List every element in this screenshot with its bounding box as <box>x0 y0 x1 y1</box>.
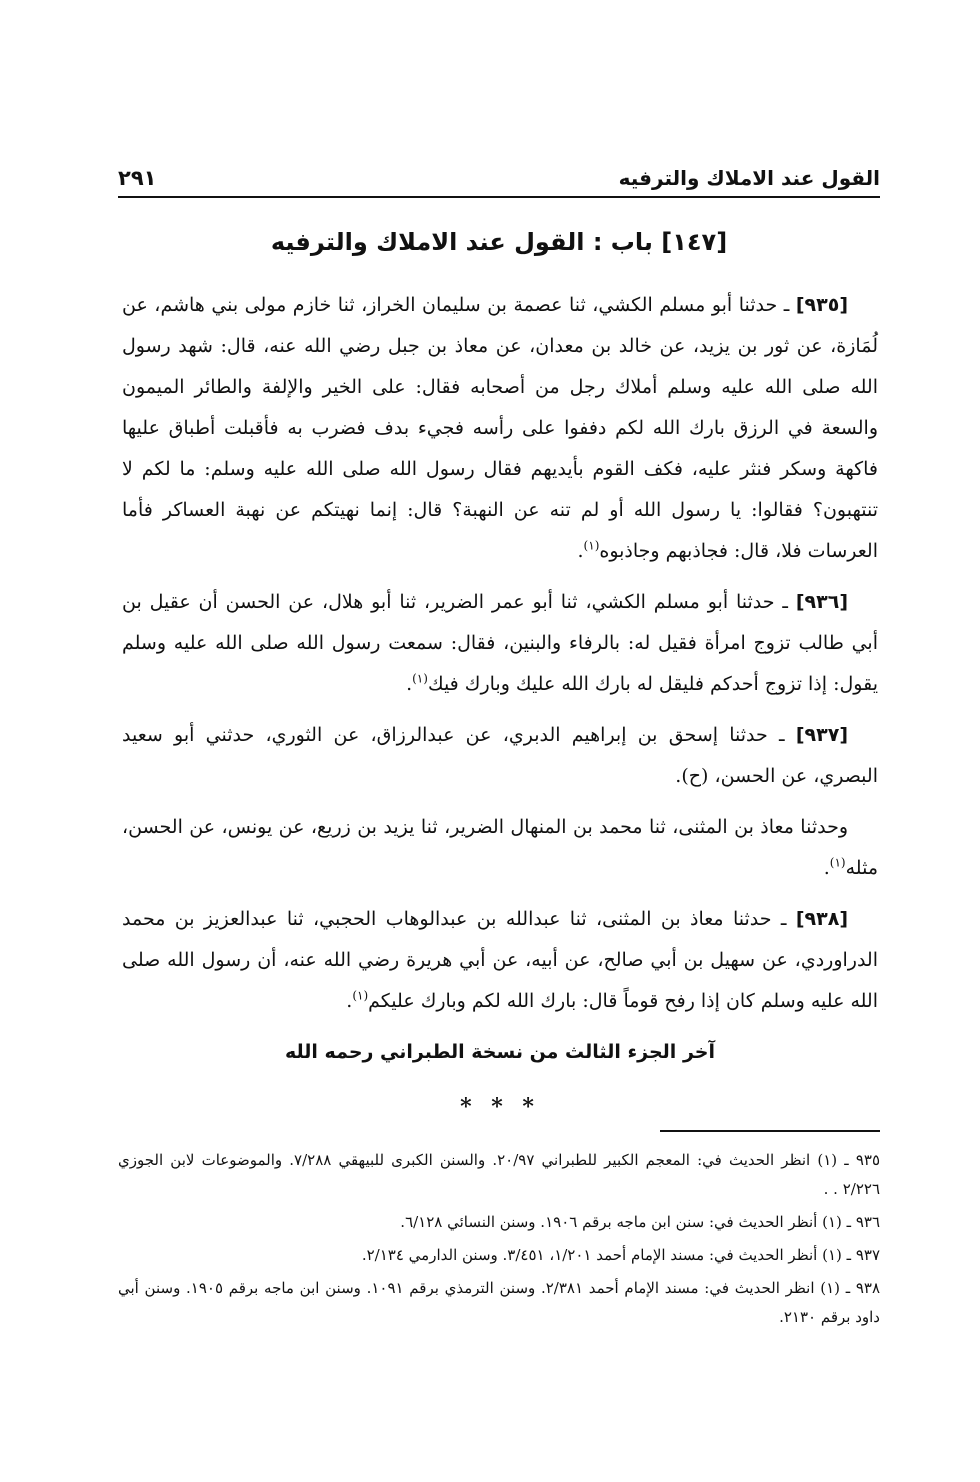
footnote-935: ٩٣٥ ـ (١) انظر الحديث في: المعجم الكبير للطبراني ٢٠/٩٧. والسنن الكبرى للبيهقي ٧/٢٨٨. والموضوعات لابن الجوزي ٢/٢٢٦ . . <box>118 1151 880 1198</box>
hadith-number: [٩٣٨] <box>795 908 848 930</box>
footnote-ref: (١) <box>412 671 428 686</box>
section-separator: * * * <box>460 1094 540 1120</box>
hadith-text: ـ حدثنا أبو مسلم الكشي، ثنا عصمة بن سليمان الخراز، ثنا خازم مولى بني هاشم، عن لُمَازة، عن ثور بن يزيد، عن خالد بن معدان، عن معاذ بن جبل رضي الله عنه، قال: شهد رسول الله صلى الله عليه وسلم أملاك رجل من أصحابه فقال: على الخير والإلفة والطائر الميمون والسعة في الرزق بارك الله لكم دففوا على رأسه فجيء بدف فضرب به فأقبلت أطباق عليها فاكهة وسكر فنثر عليه، فكف القوم بأيديهم فقال رسول الله صلى الله عليه وسلم: ما لكم لا تنتهبون؟ فقالوا: يا رسول الله أو لم تنه عن النهبة؟ قال: إنما نهيتكم عن نهبة العساكر فأما العرسات فلا، قال: فجاذبهم وجاذبوه <box>122 294 878 562</box>
hadith-text: وحدثنا معاذ بن المثنى، ثنا محمد بن المنهال الضرير، ثنا يزيد بن زريع، عن يونس، عن الحسن، مثله <box>122 816 878 879</box>
hadith-number: [٩٣٦] <box>795 591 848 613</box>
hadith-936 <box>122 582 878 705</box>
page-number: ٢٩١ <box>118 166 157 190</box>
hadith-end: . <box>577 540 584 562</box>
hadith-935 <box>122 285 878 572</box>
footnote-937: ٩٣٧ ـ (١) أنظر الحديث في: مسند الإمام أحمد ١/٢٠١، ٣/٤٥١. وسنن الدارمي ٢/١٣٤. <box>361 1246 880 1264</box>
hadith-text: ـ حدثنا أبو مسلم الكشي، ثنا أبو عمر الضرير، ثنا أبو هلال، عن الحسن أن عقيل بن أبي طالب تزوج امرأة فقيل له: بالرفاء والبنين، فقال: سمعت رسول الله صلى الله عليه وسلم يقول: إذا تزوج أحدكم فليقل له بارك الله عليك وبارك فيك <box>122 591 878 695</box>
chapter-heading: [١٤٧] باب : القول عند الاملاك والترفيه <box>270 228 728 256</box>
running-header <box>118 150 880 198</box>
hadith-938 <box>122 899 878 1022</box>
running-title: القول عند الاملاك والترفيه <box>618 166 880 190</box>
footnote-divider <box>660 1130 880 1132</box>
hadith-937-second-chain <box>122 807 878 889</box>
hadith-text: ـ حدثنا معاذ بن المثنى، ثنا عبدالله بن عبدالوهاب الحجبي، ثنا عبدالعزيز بن محمد الدراوردي، عن سهيل بن أبي صالح، عن أبيه، عن أبي هريرة رضي الله عنه، أن رسول الله صلى الله عليه وسلم كان إذا رفح قوماً قال: بارك الله لكم وبارك عليكم <box>122 908 878 1012</box>
hadith-937 <box>122 715 878 797</box>
footnotes <box>118 1146 880 1336</box>
hadith-number: [٩٣٥] <box>795 294 849 316</box>
hadith-number: [٩٣٧] <box>795 724 848 746</box>
hadith-end: . <box>346 990 353 1012</box>
footnote-ref: (١) <box>829 855 846 870</box>
footnote-ref: (١) <box>583 538 600 553</box>
footnote-936: ٩٣٦ ـ (١) أنظر الحديث في: سنن ابن ماجه برقم ١٩٠٦. وسنن النسائي ٦/١٢٨. <box>400 1213 880 1231</box>
footnote-938: ٩٣٨ ـ (١) انظر الحديث في: مسند الإمام أحمد ٢/٣٨١. وسنن الترمذي برقم ١٠٩١. وسنن ابن ماجه برقم ١٩٠٥. وسنن أبي داود برقم ٢١٣٠. <box>118 1279 880 1326</box>
hadith-end: . <box>406 673 413 695</box>
main-text <box>122 285 878 1128</box>
hadith-end: . <box>823 857 830 879</box>
hadith-text: ـ حدثنا إسحق بن إبراهيم الدبري، عن عبدالرزاق، عن الثوري، حدثني أبو سعيد البصري، عن الحسن، (ح). <box>122 724 878 787</box>
colophon: آخر الجزء الثالث من نسخة الطبراني رحمه الله <box>285 1041 715 1063</box>
footnote-ref: (١) <box>352 988 369 1003</box>
